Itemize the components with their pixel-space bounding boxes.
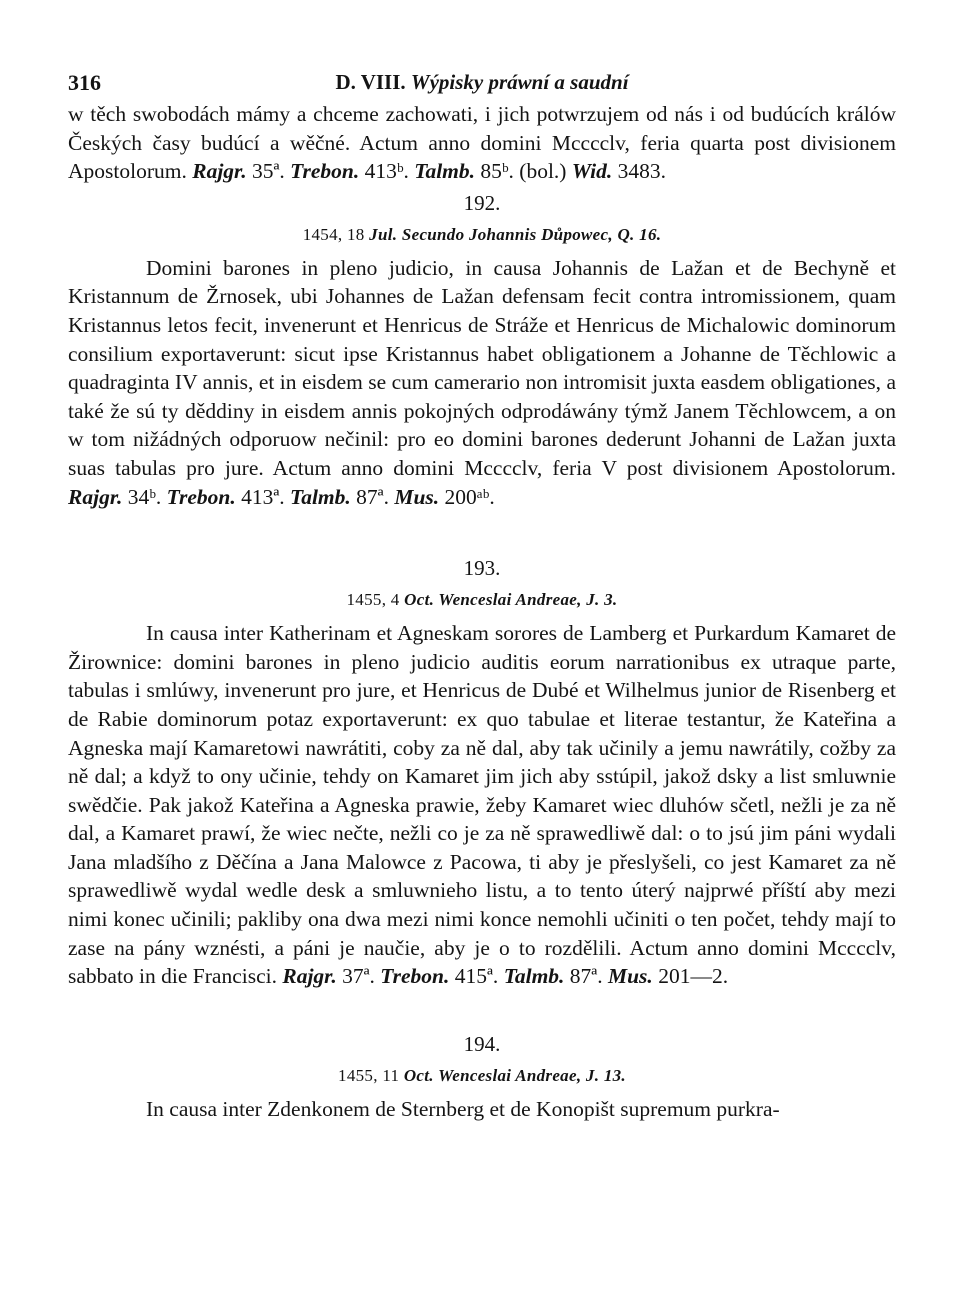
entry-date-line xyxy=(68,1061,896,1091)
entry-date: 1455, 4 xyxy=(346,590,400,610)
ref-label: Talmb. xyxy=(503,964,565,989)
ref-value: 87ª. xyxy=(356,484,389,509)
entry-source: Oct. Wenceslai Andreae, J. 13. xyxy=(403,1065,626,1085)
ref-value: 413ª. xyxy=(241,484,285,509)
ref-value: 87ª. xyxy=(569,964,603,989)
entry-text: In causa inter Zdenkonem de Sternberg et de Konopišt supremum purkra- xyxy=(146,1096,780,1121)
entry-number: 192. xyxy=(463,190,501,215)
entry-date-line xyxy=(68,585,896,615)
ref-label: Trebon. xyxy=(166,484,236,509)
running-title xyxy=(68,70,896,95)
entry-source: Oct. Wenceslai Andreae, J. 3. xyxy=(404,590,618,610)
running-head xyxy=(68,60,896,100)
ref-label: Wid. xyxy=(571,159,613,184)
ref-value: 37ª. xyxy=(342,964,375,989)
entry-text: In causa inter Katherinam et Agneskam sorores de Lamberg et Purkardum Kamaret de Žirownice: domini barones in pleno judicio auditis eorum narrationibus ex utraque parte, tabulas i smlúwy, invenerunt pro jure, et Henricus de Dubé et Wilhelmus junior de Risenberg et de Rabie dominorum potaz exportaverunt: ex quo tabulae et literae testantur, že Kateřina a Agneska mají Kamaretowi nawrátiti, coby za ně dal, aby tak učinily a jemu nawrátily, cožby za ně dal; a když to ony učinie, tehdy on Kamaret jim jich aby sstúpil, jakož dsky a list smluwnie swědčie. Pak jakož Kateřina a Agneska prawie, žeby Kamaret wiec dluhów sčetl, nežli je za ně dal, a Kamaret prawí, že wiec nečte, nežli co je za ně sprawedliwě dal: o to jsú jim páni wydali Jana mladšího z Děčína a Jana Malowce z Pacowa, ti aby je přeslyšeli, co jest Kamaret za ně sprawedliwě wydal wedle desk a smluwnieho listu, a to tento úterý najprwé příští aby mezi nimi konec učinili; pakliby ona dwa mezi nimi konce nemohli učiniti o ten počet, tehdy mají to zase na pány wznésti, a páni je naučie, aby je o to rozdělili. Actum anno domini Mcccclv, sabbato in die Francisci. xyxy=(68,621,896,989)
ref-value: 413ᵇ. xyxy=(364,159,409,184)
entry-number: 193. xyxy=(463,556,501,581)
entry-date: 1454, 18 xyxy=(302,224,365,244)
entry-paragraph xyxy=(68,254,896,511)
ref-label: Talmb. xyxy=(414,159,476,184)
section-label: D. VIII. xyxy=(335,70,406,94)
page-number: 316 xyxy=(68,70,101,95)
ref-label: Rajgr. xyxy=(282,964,337,989)
ref-label: Mus. xyxy=(394,484,440,509)
entry-source: Jul. Secundo Johannis Důpowec, Q. 16. xyxy=(369,224,662,244)
ref-label: Trebon. xyxy=(290,159,360,184)
ref-label: Rajgr. xyxy=(192,159,247,184)
ref-label: Talmb. xyxy=(290,484,351,509)
ref-value: 200ᵃᵇ. xyxy=(444,484,495,509)
ref-value: 3483. xyxy=(617,159,667,184)
ref-label: Trebon. xyxy=(380,964,450,989)
ref-value: 201—2. xyxy=(658,964,729,989)
document-page xyxy=(68,60,896,1123)
ref-value: 35ª. xyxy=(251,159,285,184)
entry-date-line xyxy=(68,220,896,250)
ref-label: Rajgr. xyxy=(68,484,123,509)
continuation-paragraph xyxy=(68,100,896,186)
ref-value: 85ᵇ. (bol.) xyxy=(480,159,567,184)
ref-label: Mus. xyxy=(607,964,653,989)
entry-date: 1455, 11 xyxy=(338,1065,400,1085)
ref-value: 415ª. xyxy=(454,964,499,989)
entry-paragraph xyxy=(68,619,896,991)
continuation-text: w těch swobodách mámy a chceme zachowati, i jich potwrzujem od nás i od budúcích králów Českých časy budúcí a wěčné. Actum anno domini Mcccclv, feria quarta post divisionem Apostolorum. xyxy=(68,102,896,184)
ref-value: 34ᵇ. xyxy=(127,484,162,509)
entry-text: Domini barones in pleno judicio, in causa Johannis de Lažan et de Bechyně et Kristannum de Žrnosek, ubi Johannes de Lažan defensam fecit contra intromissionem, quam Kristannus letos fecit, invenerunt et Henricus de Stráže et Henricus de Michalowic dominorum consilium exportaverunt: sicut ipse Kristannus habet obligationem a Johanne de Těchlowic a quadraginta IV annis, et in eisdem se cum camerario non intromisit juxta easdem obligationes, a také že sú ty děddiny in eisdem annis pokojných odprodáwány týmž Janem Těchlowcem, a on w tom nižádných odporuow nečinil: pro eo domini barones dederunt Johanni de Lažan juxta suas tabulas pro jure. Actum anno domini Mcccclv, feria V post divisionem Apostolorum. xyxy=(68,255,896,480)
section-title: Wýpisky práwní a saudní xyxy=(410,70,629,94)
entry-paragraph xyxy=(68,1095,896,1124)
entry-number: 194. xyxy=(463,1031,501,1056)
